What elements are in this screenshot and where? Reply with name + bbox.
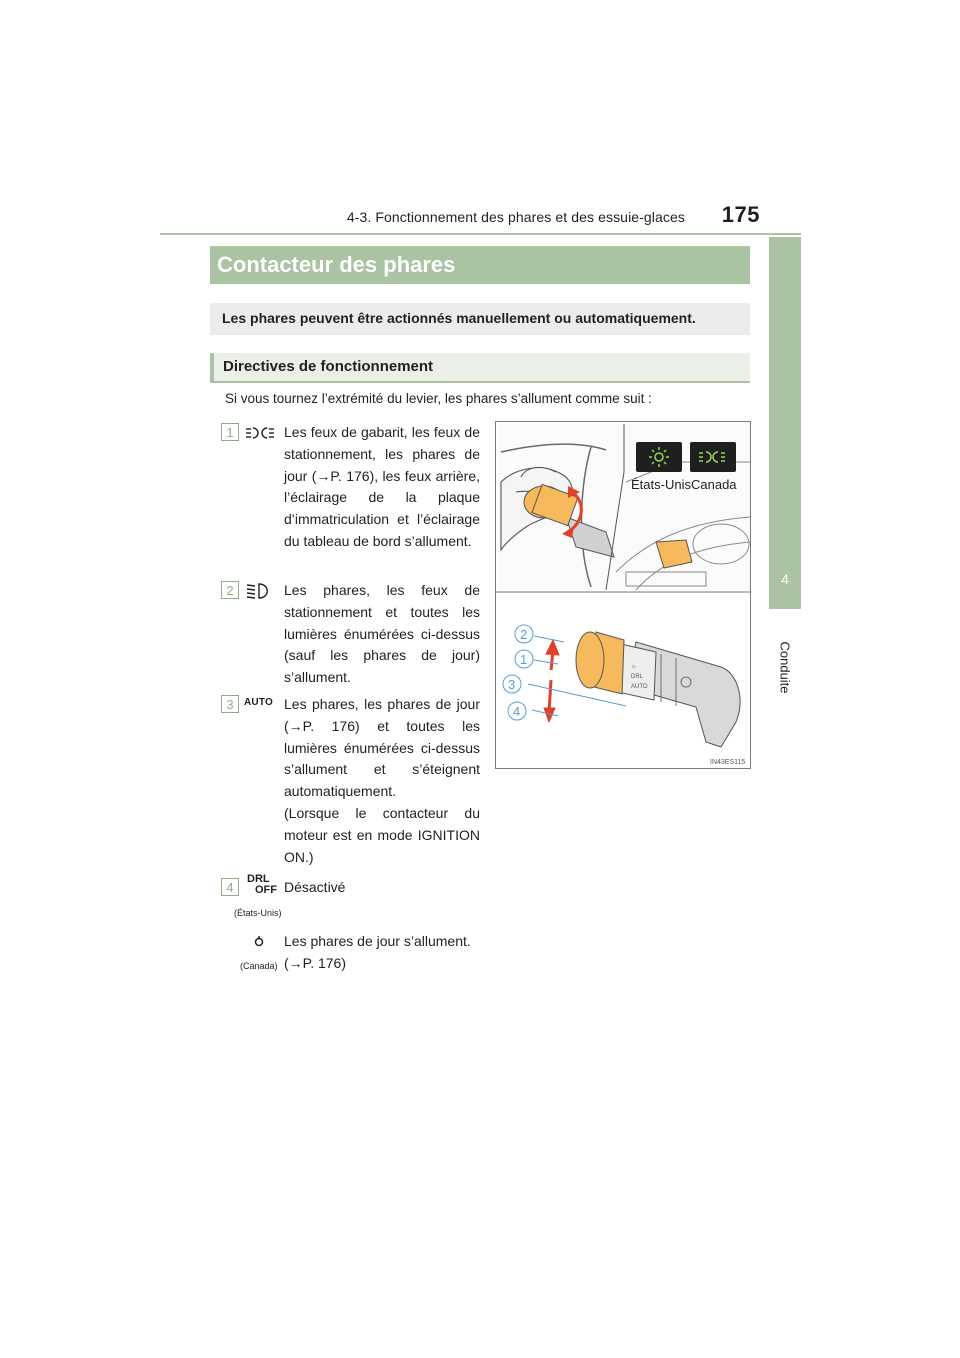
item-text-4: Désactivé <box>284 879 346 895</box>
switch-illustration-art <box>496 422 751 769</box>
parking-lights-icon <box>245 425 275 441</box>
svg-text:☼: ☼ <box>631 664 637 670</box>
callout-3: 3 <box>508 677 516 692</box>
intro-text: Les phares peuvent être actionnés manuellement ou automatiquement. <box>222 310 696 326</box>
switch-illustration <box>495 421 751 769</box>
item-number-4: 4 <box>221 878 239 896</box>
callout-1: 1 <box>520 652 528 667</box>
subsection-title: Directives de fonctionnement <box>223 358 434 375</box>
headlight-icon <box>246 582 272 600</box>
chapter-label: Conduite <box>777 641 793 694</box>
item-number-2: 2 <box>221 581 239 599</box>
item-number-3: 3 <box>221 695 239 713</box>
callout-2: 2 <box>520 627 528 642</box>
item-text-2: Les phares, les feux de stationnement et toutes les lumières énumérées ci-dessus (sauf les phares de jour) s’allument. <box>284 582 480 686</box>
off-circle-icon <box>253 934 265 948</box>
figure-code: IN43ES115 <box>710 759 746 766</box>
drl-off-icon-line2: OFF <box>255 884 277 896</box>
canada-label: Canada <box>691 477 737 492</box>
item-text-1: Les feux de gabarit, les feux de stationnement, les phares de jour (→P. 176), les feux arrière, l’éclairage de la plaque d’immatriculation et l’éclairage du tableau de bord s’allument. <box>284 424 480 549</box>
lead-text: Si vous tournez l’extrémité du levier, les phares s’allument comme suit : <box>225 391 652 406</box>
section-title-bar <box>210 246 750 284</box>
auto-icon: AUTO <box>244 697 273 708</box>
chapter-label-box <box>769 610 801 760</box>
intro-box <box>210 303 750 335</box>
section-title: Contacteur des phares <box>217 252 456 277</box>
canada-text: Les phares de jour s’allument. (→P. 176) <box>284 933 471 971</box>
item-text-3-main: Les phares, les phares de jour (→P. 176) et toutes les lumières énumérées ci-dessus s’allument et s’éteignent automatiquement. <box>284 696 480 800</box>
drl-off-icon <box>247 874 277 896</box>
running-header: 4-3. Fonctionnement des phares et des essuie-glaces <box>346 209 685 225</box>
subsection-title-bar <box>210 353 750 383</box>
usa-label: États-Unis <box>631 477 691 492</box>
drl-off-icon-line1: DRL <box>247 873 270 885</box>
chapter-number: 4 <box>781 571 789 587</box>
item-text-3 <box>284 694 480 868</box>
header-rule <box>160 233 801 235</box>
page-number: 175 <box>721 202 760 227</box>
item-text-3-note: (Lorsque le contacteur du moteur est en mode IGNITION ON.) <box>284 804 480 865</box>
svg-text:AUTO: AUTO <box>631 684 648 690</box>
svg-text:DRL: DRL <box>631 674 644 680</box>
usa-caption: (États-Unis) <box>234 908 282 918</box>
canada-caption: (Canada) <box>240 961 278 971</box>
chapter-tab <box>769 237 801 609</box>
callout-4: 4 <box>513 704 521 719</box>
item-number-1: 1 <box>221 423 239 441</box>
usa-lamp <box>636 442 682 472</box>
